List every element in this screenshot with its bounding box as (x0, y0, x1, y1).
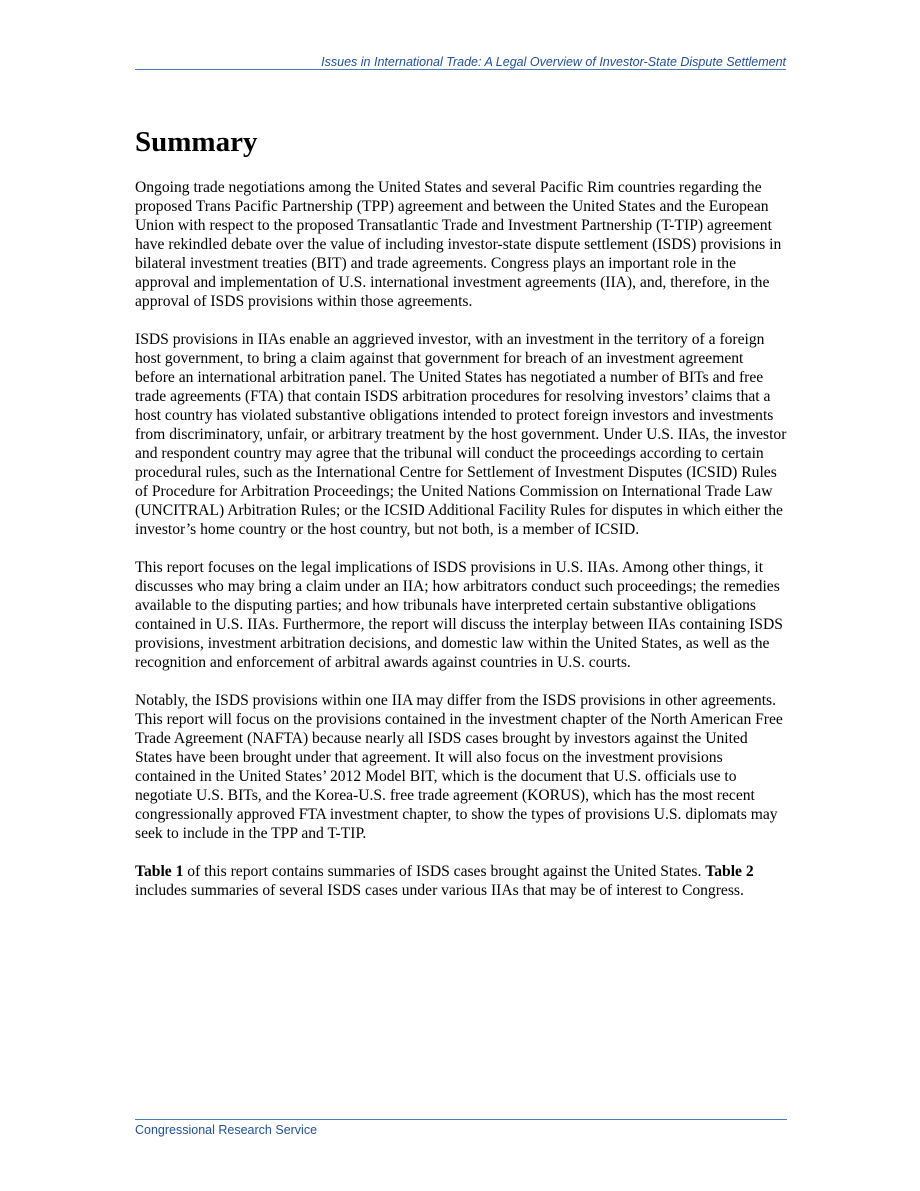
table-2-reference: Table 2 (705, 863, 754, 880)
paragraph: Notably, the ISDS provisions within one IIA may differ from the ISDS provisions in other agreements. This report will focus on the provisions contained in the investment chapter of the North American Free Trade Agreement (NAFTA) because nearly all ISDS cases brought by investors against the United States have been brought under that agreement. It will also focus on the investment provisions contained in the United States’ 2012 Model BIT, which is the document that U.S. officials use to negotiate U.S. BITs, and the Korea-U.S. free trade agreement (KORUS), which has the most recent congressionally approved FTA investment chapter, to show the types of provisions U.S. diplomats may seek to include in the TPP and T-TIP. (135, 692, 783, 842)
page-title: Summary (135, 126, 258, 158)
paragraph-tables (135, 862, 787, 900)
summary-body (135, 178, 787, 919)
paragraph: Ongoing trade negotiations among the United States and several Pacific Rim countries regarding the proposed Trans Pacific Partnership (TPP) agreement and between the United States and the European Union with respect to the proposed Transatlantic Trade and Investment Partnership (T-TIP) agreement have rekindled debate over the value of including investor-state dispute settlement (ISDS) provisions in bilateral investment treaties (BIT) and trade agreements. Congress plays an important role in the approval and implementation of U.S. international investment agreements (IIA), and, therefore, in the approval of ISDS provisions within those agreements. (135, 179, 782, 310)
paragraph-text: of this report contains summaries of ISDS cases brought against the United States. (183, 863, 706, 880)
running-header: Issues in International Trade: A Legal Overview of Investor-State Dispute Settlement (321, 55, 786, 69)
header-rule (135, 69, 786, 70)
paragraph-text: includes summaries of several ISDS cases under various IIAs that may be of interest to Congress. (135, 882, 744, 899)
footer-organization: Congressional Research Service (135, 1123, 318, 1137)
footer-rule (135, 1119, 787, 1120)
paragraph: ISDS provisions in IIAs enable an aggrieved investor, with an investment in the territory of a foreign host government, to bring a claim against that government for breach of an investment agreement before an international arbitration panel. The United States has negotiated a number of BITs and free trade agreements (FTA) that contain ISDS arbitration procedures for resolving investors’ claims that a host country has violated substantive obligations intended to protect foreign investors and investments from discriminatory, unfair, or arbitrary treatment by the host government. Under U.S. IIAs, the investor and respondent country may agree that the tribunal will conduct the proceedings according to certain procedural rules, such as the International Centre for Settlement of Investment Disputes (ICSID) Rules of Procedure for Arbitration Proceedings; the United Nations Commission on International Trade Law (UNCITRAL) Arbitration Rules; or the ICSID Additional Facility Rules for disputes in which either the investor’s home country or the host country, but not both, is a member of ICSID. (135, 331, 787, 538)
table-1-reference: Table 1 (135, 863, 184, 880)
paragraph: This report focuses on the legal implications of ISDS provisions in U.S. IIAs. Among other things, it discusses who may bring a claim under an IIA; how arbitrators conduct such proceedings; the remedies available to the disputing parties; and how tribunals have interpreted certain substantive obligations contained in U.S. IIAs. Furthermore, the report will discuss the interplay between IIAs containing ISDS provisions, investment arbitration decisions, and domestic law within the United States, as well as the recognition and enforcement of arbitral awards against countries in U.S. courts. (135, 559, 783, 671)
